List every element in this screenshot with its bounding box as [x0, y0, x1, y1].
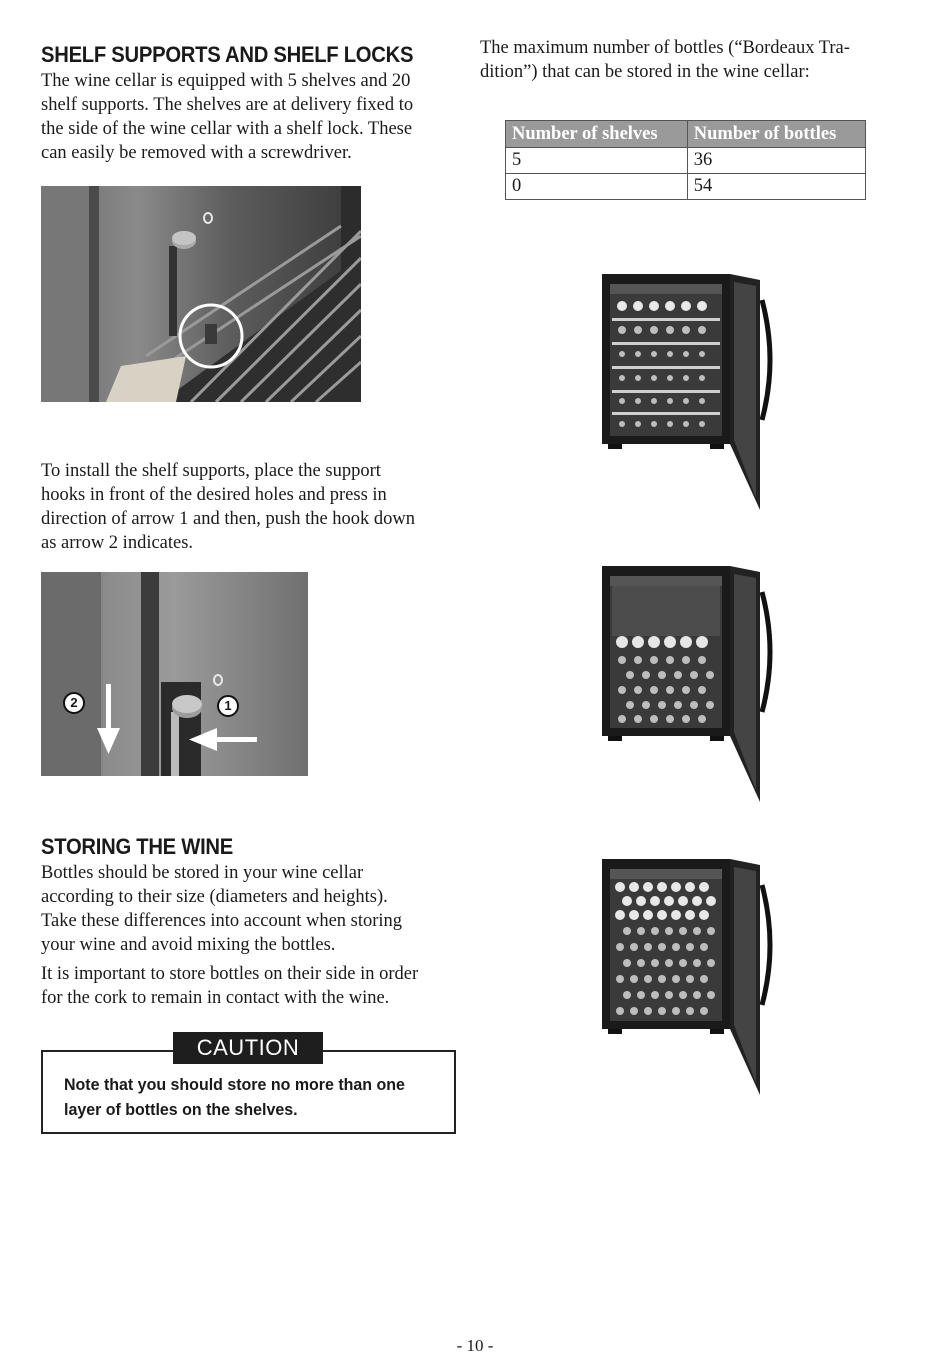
capacity-table: [505, 120, 866, 200]
text-line: for the cork to remain in contact with the wine.: [41, 988, 390, 1008]
arrow-1-marker: 1: [217, 695, 239, 717]
text-line: It is important to store bottles on their side in order: [41, 964, 419, 984]
text-line: To install the shelf supports, place the support: [41, 461, 381, 481]
install-support-photo: [41, 572, 308, 776]
shelf-lock-photo: [41, 186, 361, 402]
heading-shelf-supports: SHELF SUPPORTS AND SHELF LOCKS: [41, 42, 414, 67]
text-line: direction of arrow 1 and then, push the hook down: [41, 509, 416, 529]
text-line: The wine cellar is equipped with 5 shelves and 20: [41, 71, 411, 91]
text-line: hooks in front of the desired holes and press in: [41, 485, 387, 505]
caution-label: CAUTION: [173, 1032, 323, 1064]
text-line: The maximum number of bottles (“Bordeaux Tra-: [480, 38, 850, 58]
text-line: according to their size (diameters and heights).: [41, 887, 388, 907]
text-line: your wine and avoid mixing the bottles.: [41, 935, 336, 955]
header-shelves: Number of shelves: [506, 121, 688, 148]
cell-bottles: 54: [687, 174, 865, 200]
storing-paragraph-2: [41, 962, 418, 1010]
text-line: the side of the wine cellar with a shelf lock. These: [41, 119, 413, 139]
shelf-supports-paragraph: [41, 69, 413, 165]
header-bottles: Number of bottles: [687, 121, 865, 148]
text-line: Bottles should be stored in your wine cellar: [41, 863, 364, 883]
table-row: [506, 148, 866, 174]
arrow-2-marker: 2: [63, 692, 85, 714]
heading-storing-wine: STORING THE WINE: [41, 834, 234, 859]
wine-cellar-5-shelves-image: [600, 270, 780, 512]
text-line: shelf supports. The shelves are at delivery fixed to: [41, 95, 414, 115]
cell-bottles: 36: [687, 148, 865, 174]
install-paragraph: [41, 459, 415, 555]
text-line: dition”) that can be stored in the wine cellar:: [480, 62, 810, 82]
text-line: layer of bottles on the shelves.: [64, 1100, 298, 1119]
page-number: - 10 -: [456, 1336, 494, 1355]
cell-shelves: 0: [506, 174, 688, 200]
capacity-intro: [480, 36, 850, 84]
text-line: can easily be removed with a screwdriver.: [41, 143, 352, 163]
wine-cellar-no-shelves-image: [600, 562, 780, 804]
wine-cellar-full-image: [600, 855, 780, 1097]
text-line: as arrow 2 indicates.: [41, 533, 194, 553]
storing-paragraph-1: [41, 861, 402, 957]
caution-text: [64, 1072, 421, 1122]
table-row: [506, 174, 866, 200]
cell-shelves: 5: [506, 148, 688, 174]
table-header-row: [506, 121, 866, 148]
text-line: Note that you should store no more than one: [64, 1075, 405, 1094]
text-line: Take these differences into account when storing: [41, 911, 403, 931]
